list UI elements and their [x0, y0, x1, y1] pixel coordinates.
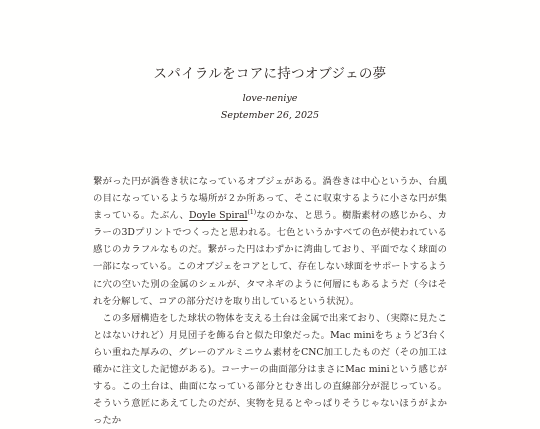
- paragraph-2: この多層構造をした球状の物体を支える土台は金属で出来ており、（実際に見たことはないけれど）月見団子を飾る台と似た印象だった。Mac miniをちょうど3台くらい重ねた厚みの、グレーのアルミニウム素材をCNC加工したものだ（その加工は確かに注文した記憶がある)。コーナーの曲面部分はまさにMac miniという感じがする。この土台は、曲面になっている部分とむき出しの直線部分が混じっている。そういう意匠にあえてしたのだが、実物を見るとやっぱりそうじゃないほうがよかったか: [93, 312, 447, 427]
- post-author: love-neniye: [242, 93, 298, 104]
- paragraph-1: [93, 173, 447, 310]
- post-date: September 26, 2025: [220, 110, 320, 121]
- paragraph-1-text-after: なのかな、と思う。樹脂素材の感じから、カラーの3Dプリントでつくったと思われる。七色というかすべての色が使われている感じのカラフルなものだ。繋がった円はわずかに湾曲しており、平面でなく球面の一部になっている。このオブジェをコアとして、存在しない球面をサポートするように穴の空いた別の金属のシェルが、タマネギのように何層にもあるようだ（今はそれを分解して、コアの部分だけを取り出しているという状況）。: [93, 210, 447, 307]
- post-title: スパイラルをコアに持つオブジェの夢: [153, 66, 387, 82]
- footnote-ref-1[interactable]: (1): [247, 209, 257, 217]
- doyle-spiral-link[interactable]: Doyle Spiral: [189, 210, 248, 222]
- post-body: [93, 173, 447, 429]
- paragraph-1-text-before: 繋がった円が渦巻き状になっているオブジェがある。渦巻きは中心というか、台風の目になっているような場所が２か所あって、そこに収束するように小さな円が集まっている。たぶん、: [93, 176, 447, 222]
